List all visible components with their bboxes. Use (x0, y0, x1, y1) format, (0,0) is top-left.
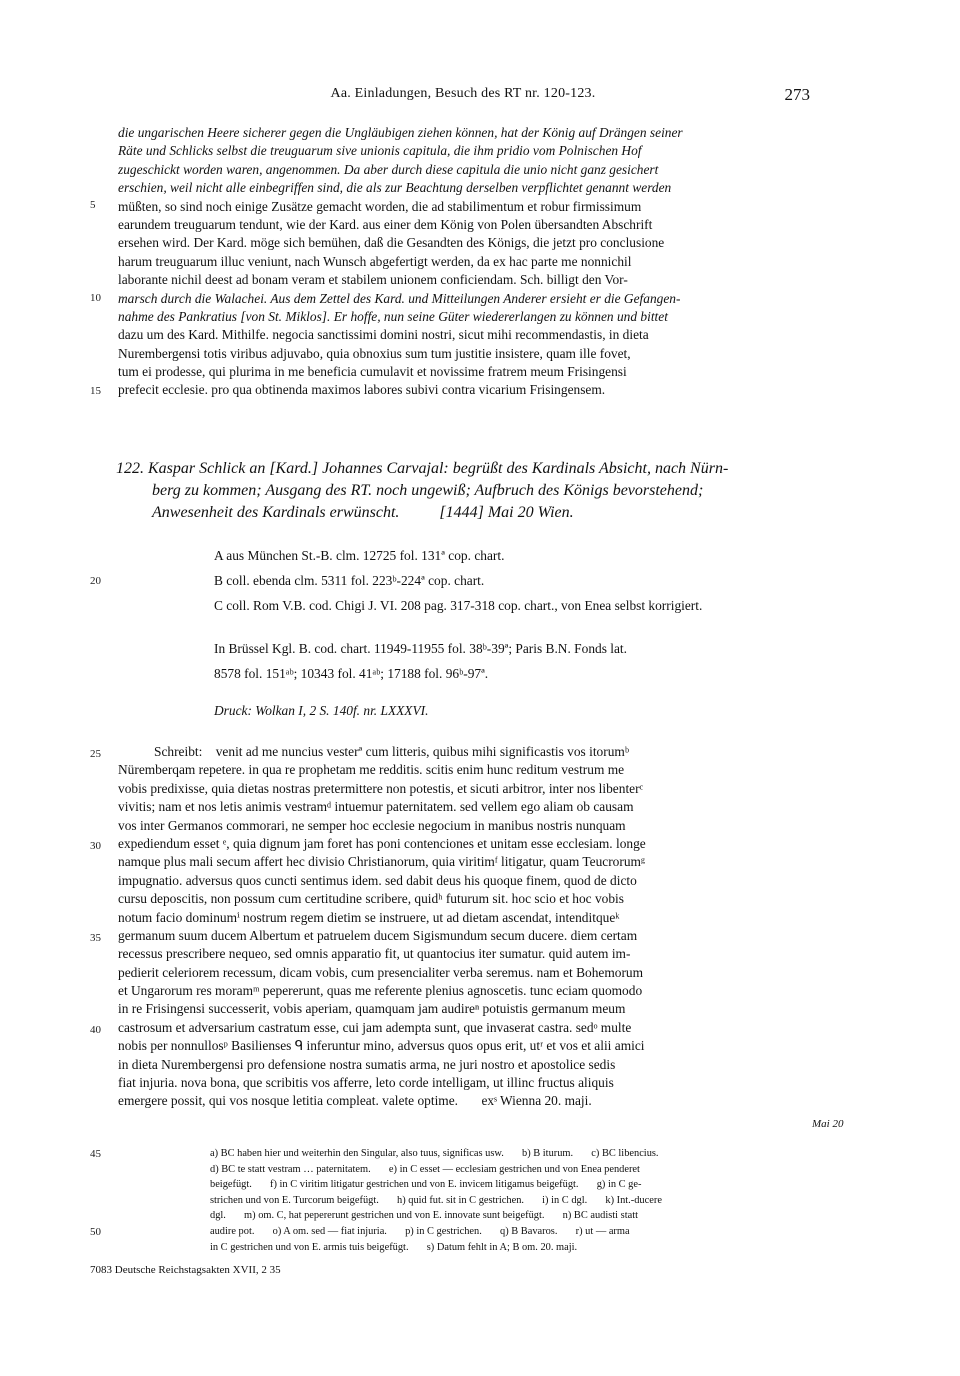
text-line: vos inter Germanos commorari, ne semper hoc ecclesie negocium in manibus nostris nunquam (118, 817, 626, 833)
footnote-line: strichen und von E. Turcorum beigefügt. h) quid fut. sit in C gestrichen. i) in C dgl. k) Int.-ducere (210, 1194, 662, 1206)
document-title (116, 458, 816, 524)
text-line: prefecit ecclesie. pro qua obtinenda maximos labores subivi contra vicarium Frisingensem. (118, 382, 606, 398)
text-line: vivitis; nam et nos letis animis vestramᵈ intuemur paternitatem. sed vellem ego aliam ob causam (118, 799, 634, 815)
source-entry: C coll. Rom V.B. cod. Chigi J. VI. 208 pag. 317-318 cop. chart., von Enea selbst korrigiert. (214, 598, 703, 613)
text-line: impugnatio. adversus quos cuncti sentimus idem. sed dabit deus his quoque finem, quod de dicto (118, 872, 637, 888)
line-number: 30 (90, 840, 101, 852)
footnote-line: beigefügt. f) in C viritim litigatur gestrichen und von E. invicem litigamus beigefügt. g) in C ge- (210, 1179, 642, 1191)
text-line: vobis predixisse, quia dietas nostras pretermittere non potestis, et sicuti arbitror, inter nos libenterᶜ (118, 780, 644, 796)
text-line: notum facio dominumⁱ nostrum regem dietim se instruere, ut ad dietam ascendat, intenditqueᵏ (118, 909, 620, 925)
manuscript-line: 8578 fol. 151ᵃᵇ; 10343 fol. 41ᵃᵇ; 17188 fol. 96ᵇ-97ª. (214, 666, 489, 681)
text-line: dazu um des Kard. Mithilfe. negocia sanctissimi domini nostri, sicut mihi recommendastis, in dieta (118, 327, 649, 343)
text-line: in dieta Nurembergensi pro defensione nostra sumatis arma, ne juri nostro et apostolice sedis (118, 1056, 616, 1072)
title-line: Anwesenheit des Kardinals erwünscht. [1444] Mai 20 Wien. (152, 504, 574, 521)
text-line: castrosum et adversarium castratum esse, cui jam adempta sunt, que invaserat castra. sedᵒ multe (118, 1019, 632, 1035)
line-number: 45 (90, 1148, 101, 1160)
print-reference (214, 698, 814, 723)
text-line: pedierit celeriorem recessum, dicam vobis, cum presencialiter verba seremus. nam et Bohemorum (118, 964, 644, 980)
text-line: nobis per nonnullosᵖ Basilienses ᑫ inferuntur mino, adversus quos opus erit, utʳ et vos et alii amici (118, 1038, 645, 1054)
text-line: ersehen wird. Der Kard. möge sich bemühen, daß die Gesandten des Königs, die jetzt pro conclusione (118, 235, 665, 251)
text-line: Nüremberqam repetere. in qua re prophetam me redditis. scitis enim hunc reditum vestrum me (118, 762, 625, 778)
line-number: 50 (90, 1226, 101, 1238)
text-line: tum ei prodesse, qui plurima in me beneficia cumulavit et novissime fratrem meum Frisingensi (118, 364, 627, 380)
text-line: Räte und Schlicks selbst die treuguarum sive unionis capitula, die ihm pridio vom Polnischen Hof (118, 143, 642, 159)
footnote-line: a) BC haben hier und weiterhin den Singular, also tuus, significas usw. b) B iturum. c) BC libencius. (210, 1148, 659, 1159)
footnote-line: dgl. m) om. C, hat pepererunt gestrichen und von E. innovate sunt beigefügt. n) BC audisti statt (210, 1210, 638, 1222)
text-line: Nurembergensi totis viribus adjuvabo, quia obnoxius sum tum justitie insistere, quam ille fovet, (118, 345, 631, 361)
text-line: harum treuguarum illuc veniunt, nach Wunsch abgefertigt werden, da ex hac parte me nonnichil (118, 253, 632, 269)
text-line: die ungarischen Heere sicherer gegen die Ungläubigen ziehen können, hat der König auf Drängen seiner (118, 125, 683, 140)
line-number: 40 (90, 1024, 101, 1036)
text-line: laborante nichil deest ad bonam veram et stabilem unionem conficiendam. Sch. billigt den Vor- (118, 272, 628, 288)
printer-signature: 7083 Deutsche Reichstagsakten XVII, 2 35 (90, 1264, 281, 1276)
text-line: marsch durch die Walachei. Aus dem Zettel des Kard. und Mitteilungen Anderer ersieht er die Gefangen- (118, 290, 681, 306)
running-head: Aa. Einladungen, Besuch des RT nr. 120-123. (330, 86, 596, 101)
line-number: 15 (90, 385, 101, 397)
text-line: müßten, so sind noch einige Zusätze gemacht worden, die ad stabilimentum et robur firmissimum (118, 198, 642, 214)
footnote-line: d) BC te statt vestram … paternitatem. e) in C esset — ecclesiam gestrichen und von Enea penderet (210, 1163, 640, 1175)
footnotes (210, 1146, 810, 1255)
source-entry: A aus München St.-B. clm. 12725 fol. 131ª cop. chart. (214, 548, 505, 563)
title-line: 122. Kaspar Schlick an [Kard.] Johannes Carvajal: begrüßt des Kardinals Absicht, nach Nürn- (116, 460, 729, 477)
line-number: 35 (90, 932, 101, 944)
print-line: Druck: Wolkan I, 2 S. 140f. nr. LXXXVI. (214, 703, 429, 718)
text-line: namque plus mali secum affert hec divisio Christianorum, quia viritimᶠ litigatur, quam Teucrorumᵍ (118, 854, 645, 870)
text-line: germanum suum ducem Albertum et patruelem ducem Sigismundum secum ducere. diem certam (118, 927, 638, 943)
text-line: et Ungarorum res moramᵐ pepererunt, quas me referente plenius agnoscetis. tunc eciam quomodo (118, 983, 643, 999)
text-line: erschien, weil nicht alle einbegriffen sind, die als zur Beachtung derselben verpflichtet genannt werden (118, 180, 672, 196)
text-line: nahme des Pankratius [von St. Miklos]. Er hoffe, nun seine Güter wiedererlangen zu können und bittet (118, 308, 668, 324)
footnote-line: audire pot. o) A om. sed — fiat injuria. p) in C gestrichen. q) B Bavaros. r) ut — arma (210, 1225, 630, 1237)
text-line: zugeschickt worden waren, angenommen. Da aber durch diese capitula die unio nicht ganz gesichert (118, 161, 659, 177)
margin-date: Mai 20 (812, 1118, 844, 1130)
line-number: 20 (90, 575, 101, 587)
source-list (214, 543, 814, 618)
page-header (118, 86, 808, 108)
continued-regest (118, 124, 808, 400)
line-number: 25 (90, 748, 101, 760)
manuscript-line: In Brüssel Kgl. B. cod. chart. 11949-11955 fol. 38ᵇ-39ª; Paris B.N. Fonds lat. (214, 641, 627, 656)
text-line: recessus prescribere nequeo, sed omnis apparatio fit, ut quantocius iter sumatur. quid autem im- (118, 946, 631, 962)
text-line: emergere possit, qui vos nosque letitia compleat. valete optime. exˢ Wienna 20. maji. (118, 1093, 592, 1109)
line-number: 10 (90, 292, 101, 304)
text-line: earundem treuguarum tendunt, wie der Kard. aus einer dem König von Polen übersandten Abschrift (118, 216, 653, 232)
text-line: expediendum esset ᵉ, quia dignum jam foret has poni contenciones et unitam esse ecclesiam. longe (118, 835, 646, 851)
page-number: 273 (784, 85, 810, 104)
text-line: cursu deposcitis, non possum cum certitudine scribere, quidʰ futurum sit. hoc scio et hoc vobis (118, 891, 624, 907)
footnote-line: in C gestrichen und von E. armis tuis beigefügt. s) Datum fehlt in A; B om. 20. maji. (210, 1241, 578, 1253)
letter-text (118, 743, 808, 1111)
text-line: fiat injuria. nova bona, que scribitis vos afferre, leto corde intelligam, ut illinc fructus aliquis (118, 1075, 614, 1091)
source-entry: B coll. ebenda clm. 5311 fol. 223ᵇ-224ª cop. chart. (214, 573, 485, 588)
line-number: 5 (90, 199, 96, 211)
text-line: in re Frisingensi successerit, vobis aperiam, quamquam jam audireⁿ potuistis germanum meum (118, 1001, 626, 1017)
title-line: berg zu kommen; Ausgang des RT. noch ungewiß; Aufbruch des Königs bevorstehend; (152, 482, 704, 499)
text-line: Schreibt: venit ad me nuncius vesterª cum litteris, quibus mihi significastis vos itorumᵇ (154, 744, 629, 759)
other-manuscripts (214, 636, 814, 686)
